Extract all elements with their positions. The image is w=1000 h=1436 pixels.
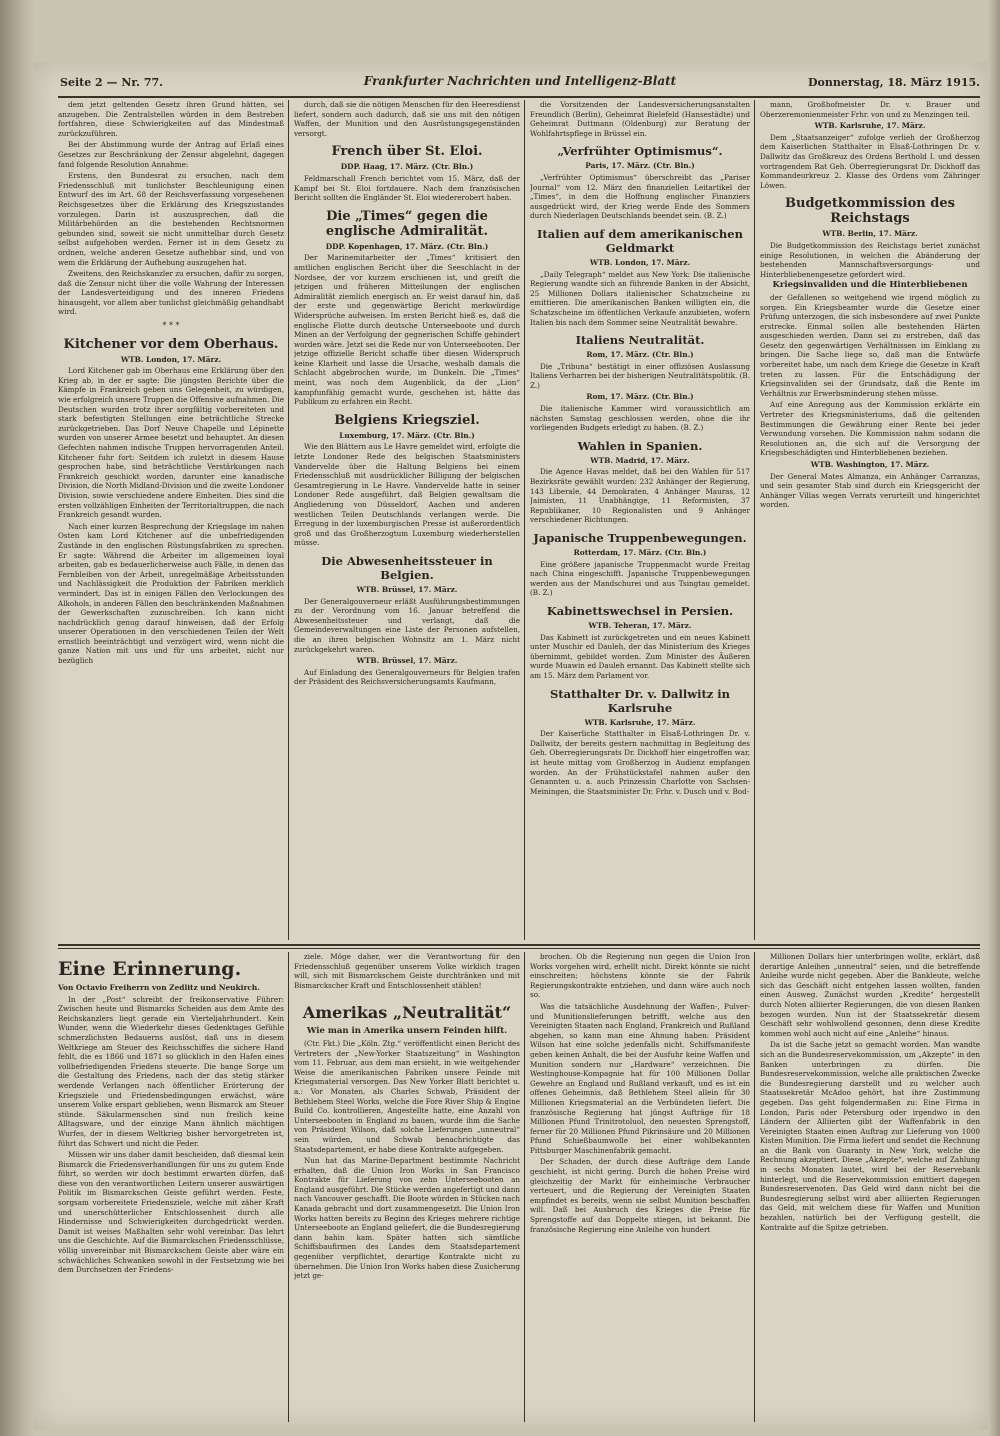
- article-paragraph: mann, Großhofmeister Dr. v. Brauer und Oberzeremonienmeister Frhr. von und zu Menzingen teil.: [760, 100, 980, 119]
- dateline: Rotterdam, 17. März. (Ctr. Bln.): [573, 548, 707, 557]
- dateline: WTB. Washington, 17. März.: [810, 460, 930, 469]
- article-paragraph: Das Kabinett ist zurückgetreten und ein neues Kabinett unter Muschir ed Dauleh, der das Ministerium des Krieges übernimmt, gebildet worden. Zum Minister des Äußeren wurde Muawin ed Dauleh ernannt. Das Kabinett stellte sich am 15. März dem Parlament vor.: [530, 632, 750, 680]
- bottom-column-1: [58, 952, 284, 1424]
- article-paragraph: (Ctr. Fkt.) Die „Köln. Ztg.“ veröffentlicht einen Bericht des Vertreters der „New-Yorker Staatszeitung“ in Washington vom 11. Februar, aus dem man ersieht, in wie weitgehender Weise die amerikanischen Fabriken unsere Feinde mit Kriegsmaterial versorgen. Das New Yorker Blatt berichtet u. a.: Vor Monaten, als Charles Schwab, Präsident der Bethlehem Steel Works, welche die Fore River Ship & Engine Build Co. kontrollieren, Angestellte hatte, eine Anzahl von Unterseebooten in England zu bauen, wurde ihm die Sache von Präsident Wilson, daß solche Lieferungen „unneutral“ sein würden, und Schwab benachrichtigte das Staatsdepartement, er habe diese Kontrakte aufgegeben.: [294, 1038, 520, 1154]
- headline-erinnerung: Eine Erinnerung.: [58, 958, 242, 980]
- headline-persien: Kabinettswechsel in Persien.: [546, 603, 734, 618]
- article-paragraph: durch, daß sie die nötigen Menschen für den Heeresdienst liefert, sondern auch dadurch, daß sie uns mit den nötigen Waffen, der Munition und den Ausrüstungsgegenständen versorgt.: [294, 100, 520, 138]
- page-edge-left: [0, 0, 34, 1436]
- article-paragraph: Auf eine Anregung aus der Kommission erklärte ein Vertreter des Kriegsministeriums, daß die geltenden Bestimmungen die Gewährung einer Rente bei jeder Verwundung vorsehen. Die Kommission nahm sodann die Resolutionen an, die sich auf die Versorgung der Kriegsbeschädigten und Hinterbliebenen beziehen.: [760, 400, 980, 458]
- newspaper-page: [34, 62, 988, 1430]
- article-paragraph: Der Kaiserliche Statthalter in Elsaß-Lothringen Dr. v. Dallwitz, der bereits gestern nachmittag in Begleitung des Geh. Oberregierungsrats Dr. Dickhoff hier eingetroffen war, ist heute mittag vom Großherzog in Audienz empfangen worden. An der Frühstückstafel nahmen außer den Genannten u. a. auch Prinzessin Charlotte von Sachsen-Meiningen, die Staatsminister Dr. Frhr. v. Dusch und v. Bod-: [530, 729, 750, 796]
- dateline: WTB. Berlin, 17. März.: [822, 229, 918, 239]
- headline-belgien: Belgiens Kriegsziel.: [334, 412, 480, 428]
- article-paragraph: In der „Post“ schreibt der freikonservative Führer: Zwischen heute und Bismarcks Scheiden aus dem Amte des Reichskanzlers liegt gerade ein Vierteljahrhundert. Kein Wunder, wenn die Wiederkehr dieses Gedenktages Gefühle schmerzlichsten Bedauerns auslöst, daß uns in diesem Weltkriege am Steuer des Reichsschiffes die sichere Hand fehlt, die es 1866 und 1871 so glücklich in den Hafen eines vollbefriedigenden Friedens steuerte. Die bange Sorge um die Gestaltung des Friedens, nach der das stetig stärker werdende Verlangen nach öffentlicher Erörterung der Kriegsziele und Friedensbedingungen erwächst, wäre unserem Volke erspart geblieben, wenn Bismarck am Steuer stünde. Säkularmenschen sind nun freilich keine Alltagsware, und der einzige Mann ähnlich mächtigen Wurfes, der in diesem Weltkrieg bisher hervorgetreten ist, führt das Schwert und nicht die Feder.: [58, 994, 284, 1148]
- headline-statthalter: Statthalter Dr. v. Dallwitz in Karlsruhe: [549, 686, 731, 715]
- page-edge-right: [988, 0, 1000, 1436]
- headline-french: French über St. Eloi.: [331, 144, 483, 160]
- article-paragraph: die Vorsitzenden der Landesversicherungsanstalten Freundlich (Berlin), Geheimrat Bielefeld (Hansestädte) und Geheimrat Duttmann (Oldenburg) zur Beratung der Wohlfahrtspflege in Brüssel ein.: [530, 100, 750, 138]
- article-paragraph: „Daily Telegraph“ meldet aus New York: Die italienische Regierung wandte sich an führende Banken in der Absicht, 25 Millionen Dollars italienischer Schatzscheine zu emittieren. Die amerikanischen Banken willigten ein, die Schatzscheine im öffentlichen Verkaufe anzubieten, wofern Italien bis nach dem Sommer seine Neutralität bewahre.: [530, 269, 750, 327]
- headline-japan: Japanische Truppenbewegungen.: [533, 531, 747, 545]
- article-paragraph: Millionen Dollars hier unterbringen wollte, erklärt, daß derartige Anleihen „unneutral“ seien, und die betreffende Anleihe wurde nicht gegeben. Aber die Bankleute, welche sich das Geschäft nicht entgehen lassen wollten, fanden einen Ausweg. Zunächst wurden „Kredite“ hergestellt durch Noten alliierter Regierungen, die von diesen Banken bezogen wurden. Nun ist der Staatssekretär diesem Geschäft sehr wohlwollend gesonnen, denn diese Kredite kommen wohl auch nicht auf eine „Anleihe“ hinaus.: [760, 952, 980, 1038]
- headline-times: Die „Times“ gegen die englische Admiralität.: [325, 208, 489, 239]
- article-paragraph: „Verfrühter Optimismus“ überschreibt das „Pariser Journal“ vom 12. März den finanziellen Leitartikel der „Times“, in dem die Hoffnung englischer Finanziers ausgedrückt wird, der Krieg werde Ende des Sommers durch Niederlagen Deutschlands beendet sein. (B. Z.): [530, 172, 750, 221]
- bottom-column-3: [530, 952, 750, 1424]
- article-paragraph: Wie den Blättern aus Le Havre gemeldet wird, erfolgte die letzte Londoner Rede des belgischen Staatsministers Vandervelde über die Haltung Belgiens bei einem Friedensschluß mit ausdrücklicher Billigung der belgischen Gesamtregierung in Le Havre. Vandervelde hatte in seiner Londoner Rede ausgeführt, daß Belgien gewaltsam die Angliederung von Düsseldorf, Aachen und anderen westlichen Teilen Deutschlands verlangen werde. Die Erregung in der luxemburgischen Presse ist außerordentlich groß und das Großherzogtum Luxemburg wiederherstellen müsse.: [294, 442, 520, 548]
- column-rule: [288, 100, 289, 940]
- column-rule: [288, 952, 289, 1422]
- page-number: Seite 2 — Nr. 77.: [60, 76, 163, 89]
- article-paragraph: Lord Kitchener gab im Oberhaus eine Erklärung über den Krieg ab, in der er sagte: Die jüngsten Berichte über die Kämpfe in Frankreich geben uns Gelegenheit, zu würdigen, wie erfolgreich unsere Truppen die Offensive aufnahmen. Die Deutschen wurden trotz ihrer sorgfältig vorbereiteten und stark befestigten Stellungen eine beträchtliche Strecke zurückgetrieben. Das Dorf Neuve Chapelle und Lépinette wurden von unserer Armee besetzt und behauptet. An diesen Gefechten nahmen indische Truppen hervorragenden Anteil. Kitchener fuhr fort: Seitdem ich zuletzt in diesem Hause gesprochen habe, sind beträchtliche Verstärkungen nach Frankreich geschickt worden, darunter eine kanadische Division, die North Midland-Division und die zweite Londoner Division, sowie verschiedene andere Einheiten. Dies sind die ersten vollzähligen Einheiten der Territorialtruppen, die nach Frankreich gesandt wurden.: [58, 366, 284, 520]
- headline-italien: Italiens Neutralität.: [575, 333, 705, 348]
- column-rule: [524, 100, 525, 940]
- article-paragraph: Eine größere japanische Truppenmacht wurde Freitag nach China eingeschifft. Japanische Truppenbewegungen werden aus der Mandschurei und aus Tsingtau gemeldet. (B. Z.): [530, 559, 750, 598]
- dateline: Paris, 17. März. (Ctr. Bln.): [585, 161, 695, 171]
- dateline: DDP. Kopenhagen, 17. März. (Ctr. Bln.): [325, 241, 489, 251]
- dateline: DDP. Haag, 17. März. (Ctr. Bln.): [340, 162, 474, 172]
- article-paragraph: Der Marinemitarbeiter der „Times“ kritisiert den amtlichen englischen Bericht über die Seeschlacht in der Nordsee, der vor kurzem erschienen ist, und greift die jetzigen und früheren Mitteilungen der englischen Admiralität ziemlich energisch an. Er weist darauf hin, daß der erste und gegenwärtige Bericht merkwürdige Widersprüche aufweisen. Im ersten Bericht hieß es, daß die englische Flotte durch deutsche Unterseeboote und durch Minen an der Verfolgung der gegnerischen Schiffe gehindert worden wäre. Jetzt sei die Rede nur von Unterseebooten. Der jetzige offizielle Bericht schaffe über diesen Widerspruch keine Klarheit und lasse die Ursache, weshalb damals die Schlacht abgebrochen wurde, im Dunkeln. Die „Times“ meint, was noch dem Augenblick, da der „Lion“ kampfunfähig gemacht wurde, geschehen ist, hätte das Publikum zu erfahren ein Recht.: [294, 253, 520, 407]
- article-paragraph: Der General Mates Almanza, ein Anhänger Carranzas, und sein gesamter Stab sind durch ein Kriegsgericht der Anhänger Villas wegen Verrats verurteilt und hingerichtet worden.: [760, 471, 980, 510]
- article-paragraph: Die Budgetkommission des Reichstags beriet zunächst einige Resolutionen, in welchen die Abänderung der bestehenden Mannschaftsversorgungs- und Hinterbliebenengesetze gefordert wird.: [760, 240, 980, 279]
- dateline: WTB. Brüssel, 17. März.: [356, 584, 458, 594]
- bottom-column-2: [294, 952, 520, 1424]
- article-paragraph: Nach einer kurzen Besprechung der Kriegslage im nahen Osten kam Lord Kitchener auf die unbefriedigenden Zustände in den englischen Rüstungsfabriken zu sprechen. Er sagte: Während die Arbeiter im allgemeinen loyal arbeiten, gab es bedauerlicherweise auch Fälle, in denen das Fernbleiben von der Arbeit, unregelmäßige Arbeitsstunden und Nachlässigkeit die Produktion der Fabriken merklich vermindert. Das ist in einigen Fällen den Verlockungen des Alkohols, in anderen Fällen den beschränkenden Maßnahmen der Gewerkschaften zuzuschreiben. Ich kann nicht nachdrücklich genug darauf hinweisen, daß der Erfolg unserer Operationen in den verschiedenen Teilen der Welt ernstlich beeinträchtigt und verzögert wird, wenn nicht die ganze Nation mit uns und für uns arbeitet, nicht nur bezüglich: [58, 521, 284, 666]
- column-4: [760, 100, 980, 942]
- article-paragraph: Müssen wir uns daher damit bescheiden, daß diesmal kein Bismarck die Friedensverhandlungen für uns zu gutem Ende führt, so werden wir doch bestimmt erwarten dürfen, daß diese von den verantwortlichen Leitern unserer auswärtigen Politik im Bismarckschen Geiste geführt werden. Feste, sorgsam vorbereitete Friedensziele, welche mit zäher Kraft und unerschütterlicher Entschlossenheit durch alle Hindernisse und Schwierigkeiten durchgedrückt werden. Damit ist weises Maßhalten sehr wohl vereinbar. Das lehrt uns die Geschichte. Auf die Bismarckschen Friedensschlüsse, völlig unvereinbar mit Bismarckschem Geiste aber wäre ein schwächliches Schwanken sowohl in der Festsetzung wie bei dem Durchsetzen der Friedens-: [58, 1150, 284, 1275]
- column-rule: [754, 100, 755, 940]
- headline-spanien: Wahlen in Spanien.: [577, 438, 703, 453]
- article-paragraph: Dem „Staatsanzeiger“ zufolge verlieh der Großherzog dem Kaiserlichen Statthalter in Elsaß-Lothringen Dr. v. Dallwitz das Großkreuz des Ordens Berthold I. und dessen vortragendem Rat Geh. Oberregierungsrat Dr. Dickhoff das Kommandeurkreuz 2. Klasse des Ordens vom Zähringer Löwen.: [760, 132, 980, 190]
- headline-amerika: Amerikas „Neutralität“: [302, 1003, 512, 1023]
- headline-steuer: Die Abwesenheitssteuer in Belgien.: [321, 553, 493, 582]
- article-paragraph: Die Agence Havas meldet, daß bei den Wahlen für 517 Bezirksräte gewählt wurden: 232 Anhänger der Regierung, 143 Liberale, 44 Demokraten, 4 Anhänger Mauras, 12 Jaimisten, 11 Unabhängige, 11 Reformisten, 37 Republikaner, 10 Regionalisten und 9 Anhänger verschiedener Richtungen.: [530, 467, 750, 525]
- dateline: WTB. London, 17. März.: [120, 354, 222, 364]
- dateline: Luxemburg, 17. März. (Ctr. Bln.): [339, 430, 475, 440]
- article-paragraph: dem jetzt geltenden Gesetz ihren Grund hätten, sei anzugeben. Die Zentralstellen würden in dem Bestreben fortfahren, diese Schwierigkeiten auf das Mindestmaß zurückzuführen.: [58, 100, 284, 138]
- article-paragraph: brochen. Ob die Regierung nun gegen die Union Iron Works vorgehen wird, erhellt nicht. Direkt könnte sie nicht einschreiten; höchstens könnte sie der Fabrik Regierungskontrakte entziehen, und dann wäre auch noch so.: [530, 952, 750, 1000]
- article-paragraph: Auf Einladung des Generalgouverneurs für Belgien trafen der Präsident des Reichsversicherungsamts Kaufmann,: [294, 667, 520, 687]
- article-paragraph: Zweitens, den Reichskanzler zu ersuchen, dafür zu sorgen, daß die Zensur nicht über die volle Wahrung der Interessen der Landesverteidigung und des inneren Friedens hinausgeht, vor allem aber tunlichst gleichmäßig gehandhabt wird.: [58, 269, 284, 317]
- article-paragraph: der Gefallenen so weitgehend wie irgend möglich zu sorgen. Ein Kriegsbeamter wurde die Gesetze einer Prüfung unterzogen, die sich insbesondere auf zwei Punkte erstrecke. Einmal sollen alle bestehenden Härten ausgeschieden werden. Dann sei zu erstreben, daß das Gesetz den gegenwärtigen Verhältnissen im Einklang zu bringen. Die Sache liege so, daß man die Entwürfe vorbereitet habe, um nach dem Kriege die Gesetze in Kraft treten zu lassen. Für die Entschädigung der Kriegsinvaliden sei der Grundsatz, daß die Rente im Verhältnis zur Erwerbsminderung stehen müsse.: [760, 292, 980, 398]
- byline: Von Octavio Freiherrn von Zedlitz und Neukirch.: [58, 983, 260, 992]
- bottom-column-4: [760, 952, 980, 1424]
- article-paragraph: Die „Tribuna“ bestätigt in einer offiziösen Auslassung Italiens Verharren bei der bisherigen Neutralitätspolitik. (B. Z.): [530, 361, 750, 390]
- subheading: Kriegsinvaliden und die Hinterbliebenen: [772, 280, 968, 291]
- article-paragraph: ziele. Möge daher, wer die Verantwortung für den Friedensschluß gegenüber unserem Volke wirklich tragen will, sich mit Bismarckschem Geiste durchtränken und mit Bismarckscher Kraft und Entschlossenheit stählen!: [294, 952, 520, 990]
- section-rule: [58, 944, 980, 946]
- issue-date: Donnerstag, 18. März 1915.: [807, 76, 980, 89]
- subheading: Wie man in Amerika unsern Feinden hilft.: [306, 1026, 508, 1037]
- column-rule: [754, 952, 755, 1422]
- dateline: Rom, 17. März. (Ctr. Bln.): [586, 392, 694, 402]
- dateline: WTB. Teheran, 17. März.: [588, 620, 692, 630]
- article-paragraph: Da ist die Sache jetzt so gemacht worden. Man wandte sich an die Bundesreservekommission, um „Akzepte“ in den Banken unterbringen zu dürfen. Die Bundesreservekommission, welche alle praktischen Zwecke die Bundesregierung darstellt und zu welcher auch Staatssekretär McAdoo gehört, hat ihre Zustimmung gegeben. Das geht folgendermaßen zu: Eine Firma in London, Paris oder Petersburg oder irgendwo in den Ländern der Alliierten gibt der Waffenfabrik in den Vereinigten Staaten einen Auftrag zur Lieferung von 1000 Kisten Munition. Die Firma liefert und sendet die Rechnung an die Bank von Guaranty in New York, welche die Rechnung akzeptiert. Diese „Akzepte“, welche auf Zahlung in sechs Monaten lautet, wird bei der Reservebank hinterlegt, und die Reservekommission emittiert dagegen Bundesreservenoten. Das Geld wird dann nicht bei die Bundesregierung selbst wird aber alliierten Regierungen das Geld, mit welchem diese für Waffen und Munition bezahlen, natürlich bei der Verfügung gestellt, die Kontrakte auf die Spitze getrieben.: [760, 1040, 980, 1232]
- article-paragraph: Der Schaden, der durch diese Aufträge dem Lande geschieht, ist nicht gering. Durch die hohen Preise wird gleichzeitig der Markt für einheimische Verbraucher verteuert, und die Regierung der Vereinigten Staaten empfindet es bereits, wenn sie selbst Munition beschaffen will. Daß bei Ausbruch des Krieges die Preise für Sprengstoffe auf das Doppelte stiegen, ist bekannt. Die französische Regierung eine Anleihe von hundert: [530, 1157, 750, 1234]
- masthead: Frankfurter Nachrichten und Intelligenz-Blatt: [363, 74, 677, 88]
- column-2: [294, 100, 520, 942]
- dateline: WTB. Brüssel, 17. März.: [356, 656, 458, 666]
- dateline: WTB. Madrid, 17. März.: [590, 455, 690, 465]
- dateline: WTB. Karlsruhe, 17. März.: [814, 121, 926, 131]
- dateline: WTB. London, 17. März.: [589, 257, 691, 267]
- headline-geldmarkt: Italien auf dem amerikanischen Geldmarkt: [537, 226, 743, 255]
- headline-budgetkommission: Budgetkommission des Reichstags: [785, 196, 955, 227]
- article-paragraph: Der Generalgouverneur erläßt Ausführungsbestimmungen zu der Verordnung vom 16. Januar betreffend die Abwesenheitssteuer und verlangt, daß die Gemeindeverwaltungen eine Liste der Personen aufstellen, die an ihren belgischen Wohnsitz am 1. März nicht zurückgekehrt waren.: [294, 596, 520, 654]
- column-rule: [524, 952, 525, 1422]
- article-paragraph: Die italienische Kammer wird voraussichtlich am nächsten Samstag geschlossen werden, ohne die ihr vorliegenden Budgets erledigt zu haben. (B. Z.): [530, 404, 750, 433]
- section-divider: * * *: [162, 321, 180, 331]
- column-3: [530, 100, 750, 942]
- section-rule: [58, 948, 980, 949]
- article-paragraph: Nun hat das Marine-Department bestimmte Nachricht erhalten, daß die Union Iron Works in San Francisco Kontrakte für Lieferung von zehn Unterseebooten an England ausgeführt. Die Stücke werden angefertigt und dann nach Vancouver geschafft. Die Boote würden in Stücken nach Kanada gebracht und dort zusammengesetzt. Die Union Iron Works hatten bereits zu Beginn des Krieges mehrere richtige Unterseeboote an England geliefert, die die Bundesregierung dann bahin kam. Später hatten sich sämtliche Schiffsbaufirmen des Landes dem Staatsdepartement gegenüber verpflichtet, derartige Kontrakte nicht zu übernehmen. Die Union Iron Works haben diese Zusicherung jetzt ge-: [294, 1156, 520, 1281]
- headline-optimismus: „Verfrühter Optimismus“.: [557, 144, 723, 159]
- dateline: Rom, 17. März. (Ctr. Bln.): [586, 350, 694, 360]
- article-paragraph: Bei der Abstimmung wurde der Antrag auf Erlaß eines Gesetzes zur Beschränkung der Zensur abgelehnt, dagegen fand folgende Resolution Annahme:: [58, 140, 284, 169]
- article-paragraph: Erstens, den Bundesrat zu ersuchen, nach dem Friedensschluß mit tunlichster Beschleunigung einen Entwurf des im Art. 68 der Reichsverfassung vorgesehenen Reichsgesetzes über die Erklärung des Kriegszustandes vorzulegen. Darin ist auszusprechen, daß die Militärbehörden an die bestehenden Rechtsnormen gebunden sind, soweit sie nicht unmittelbar durch Gesetz selbst aufgehoben werden. Ferner ist in dem Gesetz zu ordnen, welche anderen Gesetze aufhebbar sind, und von wem die Erklärung der Aufhebung auszugehen hat.: [58, 171, 284, 267]
- dateline: WTB. Karlsruhe, 17. März.: [584, 717, 696, 727]
- article-paragraph: Feldmarschall French berichtet vom 15. März, daß der Kampf bei St. Eloi fortdauere. Nach dem französischen Bericht sollten die Engländer St. Eloi wiedererobert haben.: [294, 173, 520, 203]
- headline-kitchener: Kitchener vor dem Oberhaus.: [63, 336, 279, 352]
- page-header: [60, 74, 980, 94]
- header-rule: [58, 96, 980, 98]
- column-1: [58, 100, 284, 942]
- article-paragraph: Was die tatsächliche Ausdehnung der Waffen-, Pulver- und Munitionslieferungen betrifft, welche aus den Vereinigten Staaten nach England, Frankreich und Rußland abgehen, so kann man eine Ahnung haben: Präsident Wilson hat eine solche jedenfalls nicht. Schiffsmanifeste geben keinen Anhalt, die bei der Ausfuhr keine Waffen und Munition sondern nur „Hardware“ verzeichnen. Die Westinghouse-Kompagnie hat für 100 Millionen Dollar Gewehre an England und Rußland verkauft, und es ist ein offenes Geheimnis, daß Bethlehem Steel allein für 30 Millionen Kriegsmaterial an die Verbündeten liefert. Die französische Regierung hat jüngst Aufträge für 18 Millionen Pfund Trinitrotoluol, den neuesten Sprengstoff, ferner für 20 Millionen Pfund Pikrinsäure und 20 Millionen Pfund Schießbaumwolle bei einer wohlbekannten Pittsburger Maschinenfabrik gemacht.: [530, 1001, 750, 1155]
